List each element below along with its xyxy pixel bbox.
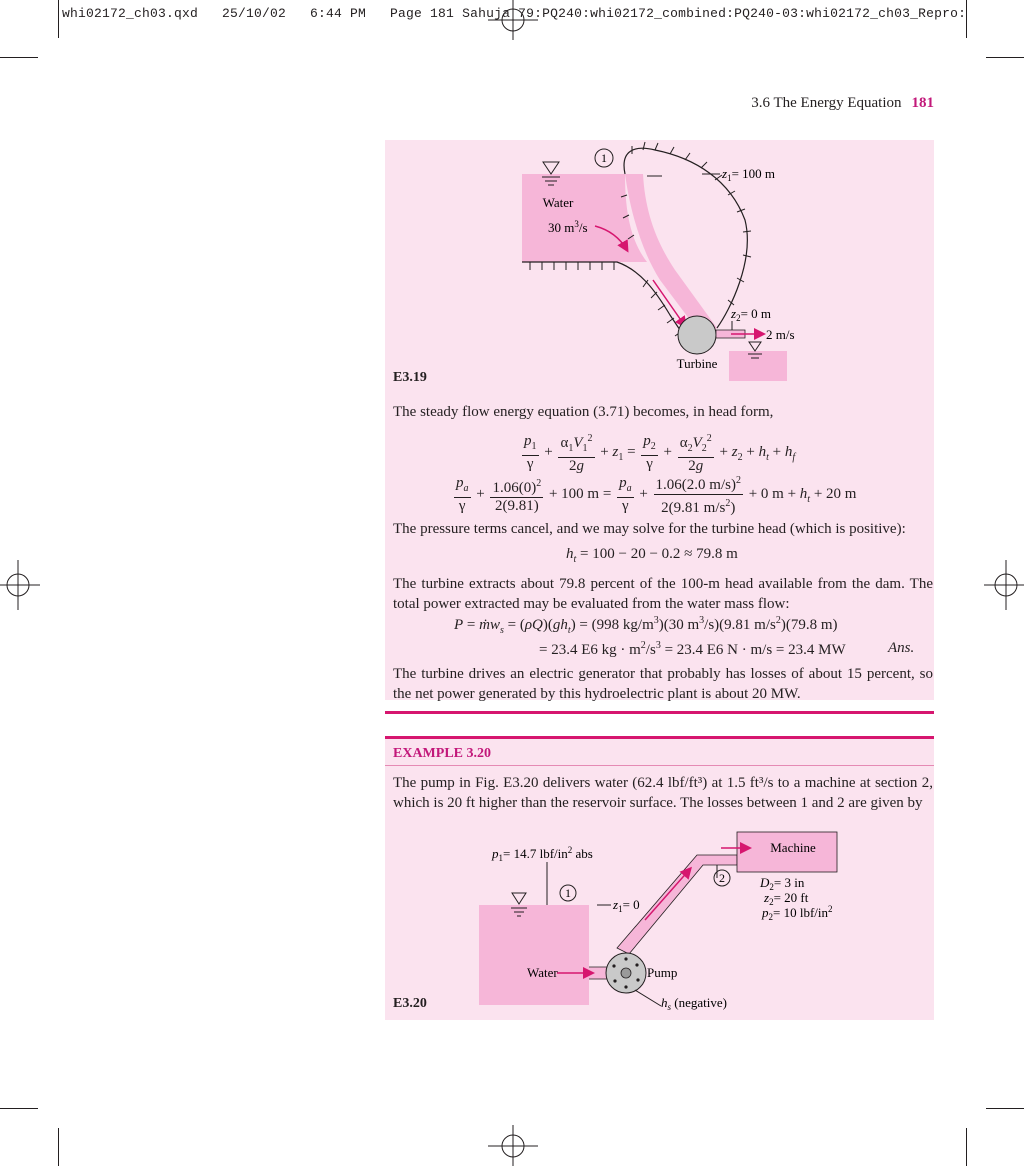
p1-label: $p_1= 14.7$ lbf/$in^2$ abs — [492, 845, 593, 863]
energy-equation-numeric: $\frac{p_a}{\gamma}$ + $\frac{1.06(0)^2}{2(9.81)}$ + 100 m = $\frac{p_a}{\gamma}$ + $\frac{1.06(2.0 m/s)^2}{2(9.81 m/s^2)}$ + 0 $m + h_t + 20$ m — [452, 472, 856, 517]
power-equation-line-1: P = ṁw$_s$ = $(\rho Q)(gh_t) = (998$ $kg/m^3)(30$ $m^3/s)(9.81$ $m/s^2)(79.8$ m) — [454, 615, 838, 636]
figure-e3-19 — [385, 140, 934, 385]
example-heading-underline — [385, 765, 934, 766]
crop-mark — [986, 1108, 1024, 1109]
section-1-label: 1 — [565, 886, 571, 900]
section-title: 3.6 The Energy Equation — [751, 95, 902, 111]
registration-target-left — [0, 560, 40, 610]
paragraph-1: The steady flow energy equation (3.71) becomes, in head form, — [393, 404, 774, 420]
tailwater — [729, 351, 787, 381]
crop-mark — [58, 1128, 59, 1166]
pump-shaft — [621, 968, 631, 978]
registration-target-right — [984, 560, 1024, 610]
water-label: Water — [542, 195, 574, 210]
figure-label-e3-20: E3.20 — [393, 996, 427, 1011]
section-2-label: 2 — [719, 871, 725, 885]
example-heading-rule — [385, 736, 934, 739]
running-head — [751, 95, 934, 112]
z1-label: $z_1= 100$ m — [722, 166, 776, 183]
pipe-flow-arrow — [645, 869, 690, 920]
reservoir — [479, 905, 589, 1005]
energy-equation-general: $\frac{p_1}{\gamma}$ + $\frac{\alpha_1V_1^2}{2g}$ + $z_1$ = $\frac{p_2}{\gamma}$ + $\frac{\alpha_2V_2^2}{2g}$ + $z_2 + h_t + h_f$ — [520, 430, 795, 475]
paragraph-5: The pump in Fig. E3.20 delivers water (62.4 lbf/ft³) at 1.5 ft³/s to a machine at section 2, which is 20 ft higher than the reservoir surface. The losses between 1 and 2 are given by — [393, 775, 933, 811]
machine-label: Machine — [770, 840, 816, 855]
paragraph-4: The turbine drives an electric generator that probably has losses of about 15 percent, so the net power generated by this hydroelectric plant is about 20 MW. — [393, 666, 933, 702]
figure-e3-20 — [385, 820, 934, 1020]
paragraph-3: The turbine extracts about 79.8 percent of the 100-m head available from the dam. The total power extracted may be evaluated from the water mass flow: — [393, 576, 933, 612]
turbine-label: Turbine — [676, 356, 718, 371]
section-1-label: 1 — [601, 151, 607, 165]
z1-label: $z_1= 0$ — [613, 897, 640, 914]
section-divider — [385, 711, 934, 714]
flow-rate-label: 30 $m^3/s$ — [548, 219, 588, 235]
crop-mark — [986, 57, 1024, 58]
p2-label: $p_2= 10$ lbf/$in^2$ — [762, 904, 833, 922]
z2-label: $z_2= 20$ ft — [764, 890, 809, 907]
pump-label: Pump — [647, 965, 678, 980]
registration-target-bottom — [488, 1125, 538, 1166]
crop-mark — [58, 0, 59, 38]
crop-mark — [0, 57, 38, 58]
d2-label: $D_2= 3$ in — [760, 875, 805, 892]
water-label: Water — [527, 965, 558, 980]
page-number: 181 — [911, 95, 934, 111]
crop-mark — [0, 1108, 38, 1109]
crop-mark — [966, 1128, 967, 1166]
answer-marker: Ans. — [888, 640, 915, 656]
turbine-head-equation: $h_t = 100 - 20 - 0.2 \approx 79.8$ m — [566, 546, 738, 565]
printer-slug-line: whi02172_ch03.qxd 25/10/02 6:44 PM Page 181 Sahuja 79:PQ240:whi02172_combined:PQ240-03:whi02172_ch03_Repro: — [62, 6, 967, 21]
power-equation-line-2: = 23.4 E6 kg · $m^2/s^3 = 23.4$ E6 N · m/s = 23.4 MW — [539, 640, 846, 658]
paragraph-2: The pressure terms cancel, and we may solve for the turbine head (which is positive): — [393, 521, 906, 537]
example-heading: EXAMPLE 3.20 — [393, 746, 491, 761]
figure-label-e3-19: E3.19 — [393, 370, 427, 385]
hs-label: $h_s$ (negative) — [661, 995, 727, 1012]
exit-speed-label: 2 m/s — [766, 327, 795, 342]
z2-label: $z_2= 0$ m — [731, 306, 772, 323]
turbine-wheel — [678, 316, 716, 354]
